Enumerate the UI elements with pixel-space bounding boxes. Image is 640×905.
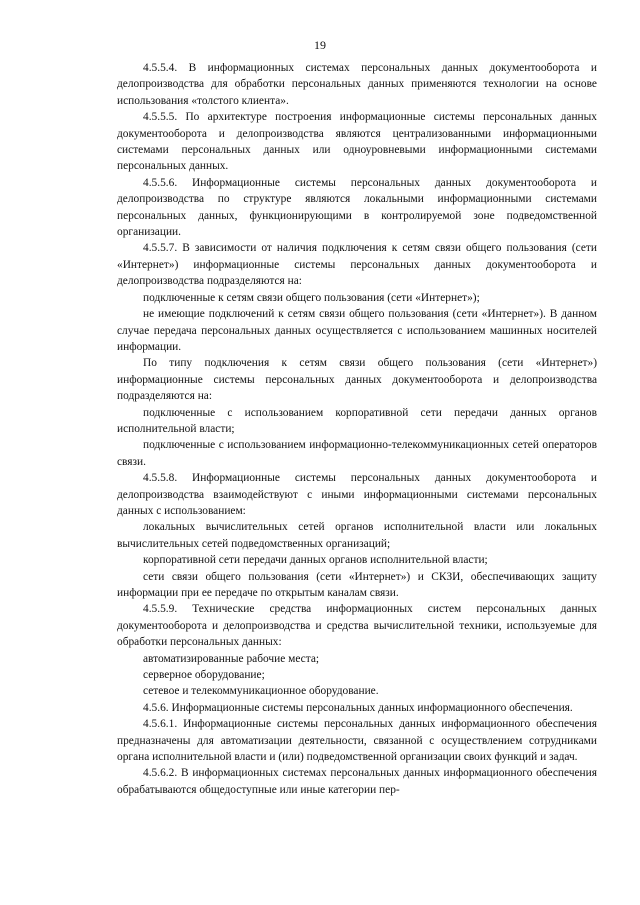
paragraph: 4.5.5.6. Информационные системы персональных данных документооборота и делопроизводства по структуре являются локальными информационными системами персональных данных, функционирующими в контролируемой зоне подведомственной организации. bbox=[117, 176, 597, 239]
paragraph: 4.5.5.8. Информационные системы персональных данных документооборота и делопроизводства взаимодействуют с иными информационными системами персональных данных с использованием: bbox=[117, 472, 597, 517]
list-item: корпоративной сети передачи данных органов исполнительной власти; bbox=[143, 554, 488, 567]
list-item: подключенные к сетям связи общего пользования (сети «Интернет»); bbox=[143, 291, 480, 304]
section-heading: 4.5.6. Информационные системы персональных данных информационного обеспечения. bbox=[143, 701, 573, 714]
paragraph: 4.5.6.2. В информационных системах персональных данных информационного обеспечения обрабатываются общедоступные или иные категории пер- bbox=[117, 767, 597, 796]
paragraph: 4.5.5.4. В информационных системах персональных данных документооборота и делопроизводства для обработки персональных данных применяются технологии на основе использования «толстого клиента». bbox=[117, 62, 597, 107]
paragraph: 4.5.5.9. Технические средства информационных систем персональных данных документооборота и делопроизводства и средства вычислительной техники, используемые для обработки персональных данных: bbox=[117, 603, 597, 649]
list-item: подключенные с использованием информационно-телекоммуникационных сетей операторов связи. bbox=[117, 439, 597, 468]
paragraph: 4.5.5.7. В зависимости от наличия подключения к сетям связи общего пользования (сети «Интернет») информационные системы персональных данных документооборота и делопроизводства подразделяются на: bbox=[117, 242, 597, 288]
list-item: автоматизированные рабочие места; bbox=[143, 652, 320, 665]
paragraph: По типу подключения к сетям связи общего пользования (сети «Интернет») информационные системы персональных данных документооборота и делопроизводства подразделяются на: bbox=[117, 357, 597, 403]
list-item: подключенные с использованием корпоративной сети передачи данных органов исполнительной власти; bbox=[117, 406, 597, 435]
paragraph: 4.5.6.1. Информационные системы персональных данных информационного обеспечения предназначены для автоматизации деятельности, связанной с осуществлением сотрудниками органа исполнительной власти и (или) подведомственной организации своих функций и задач. bbox=[117, 718, 597, 764]
list-item: сети связи общего пользования (сети «Интернет») и СКЗИ, обеспечивающих защиту информации при ее передаче по открытым каналам связи. bbox=[117, 570, 597, 599]
document-body bbox=[117, 60, 597, 798]
list-item: сетевое и телекоммуникационное оборудование. bbox=[143, 685, 379, 698]
page-number: 19 bbox=[314, 38, 326, 52]
list-item: не имеющие подключений к сетям связи общего пользования (сети «Интернет»). В данном случае передача персональных данных осуществляется с использованием машинных носителей информации. bbox=[117, 308, 597, 353]
paragraph: 4.5.5.5. По архитектуре построения информационные системы персональных данных документооборота и делопроизводства являются централизованными информационными системами персональных данных или одноуровневыми информационными системами персональных данных. bbox=[117, 111, 597, 173]
list-item: серверное оборудование; bbox=[143, 669, 265, 682]
list-item: локальных вычислительных сетей органов исполнительной власти или локальных вычислительных сетей подведомственных организаций; bbox=[117, 521, 597, 550]
